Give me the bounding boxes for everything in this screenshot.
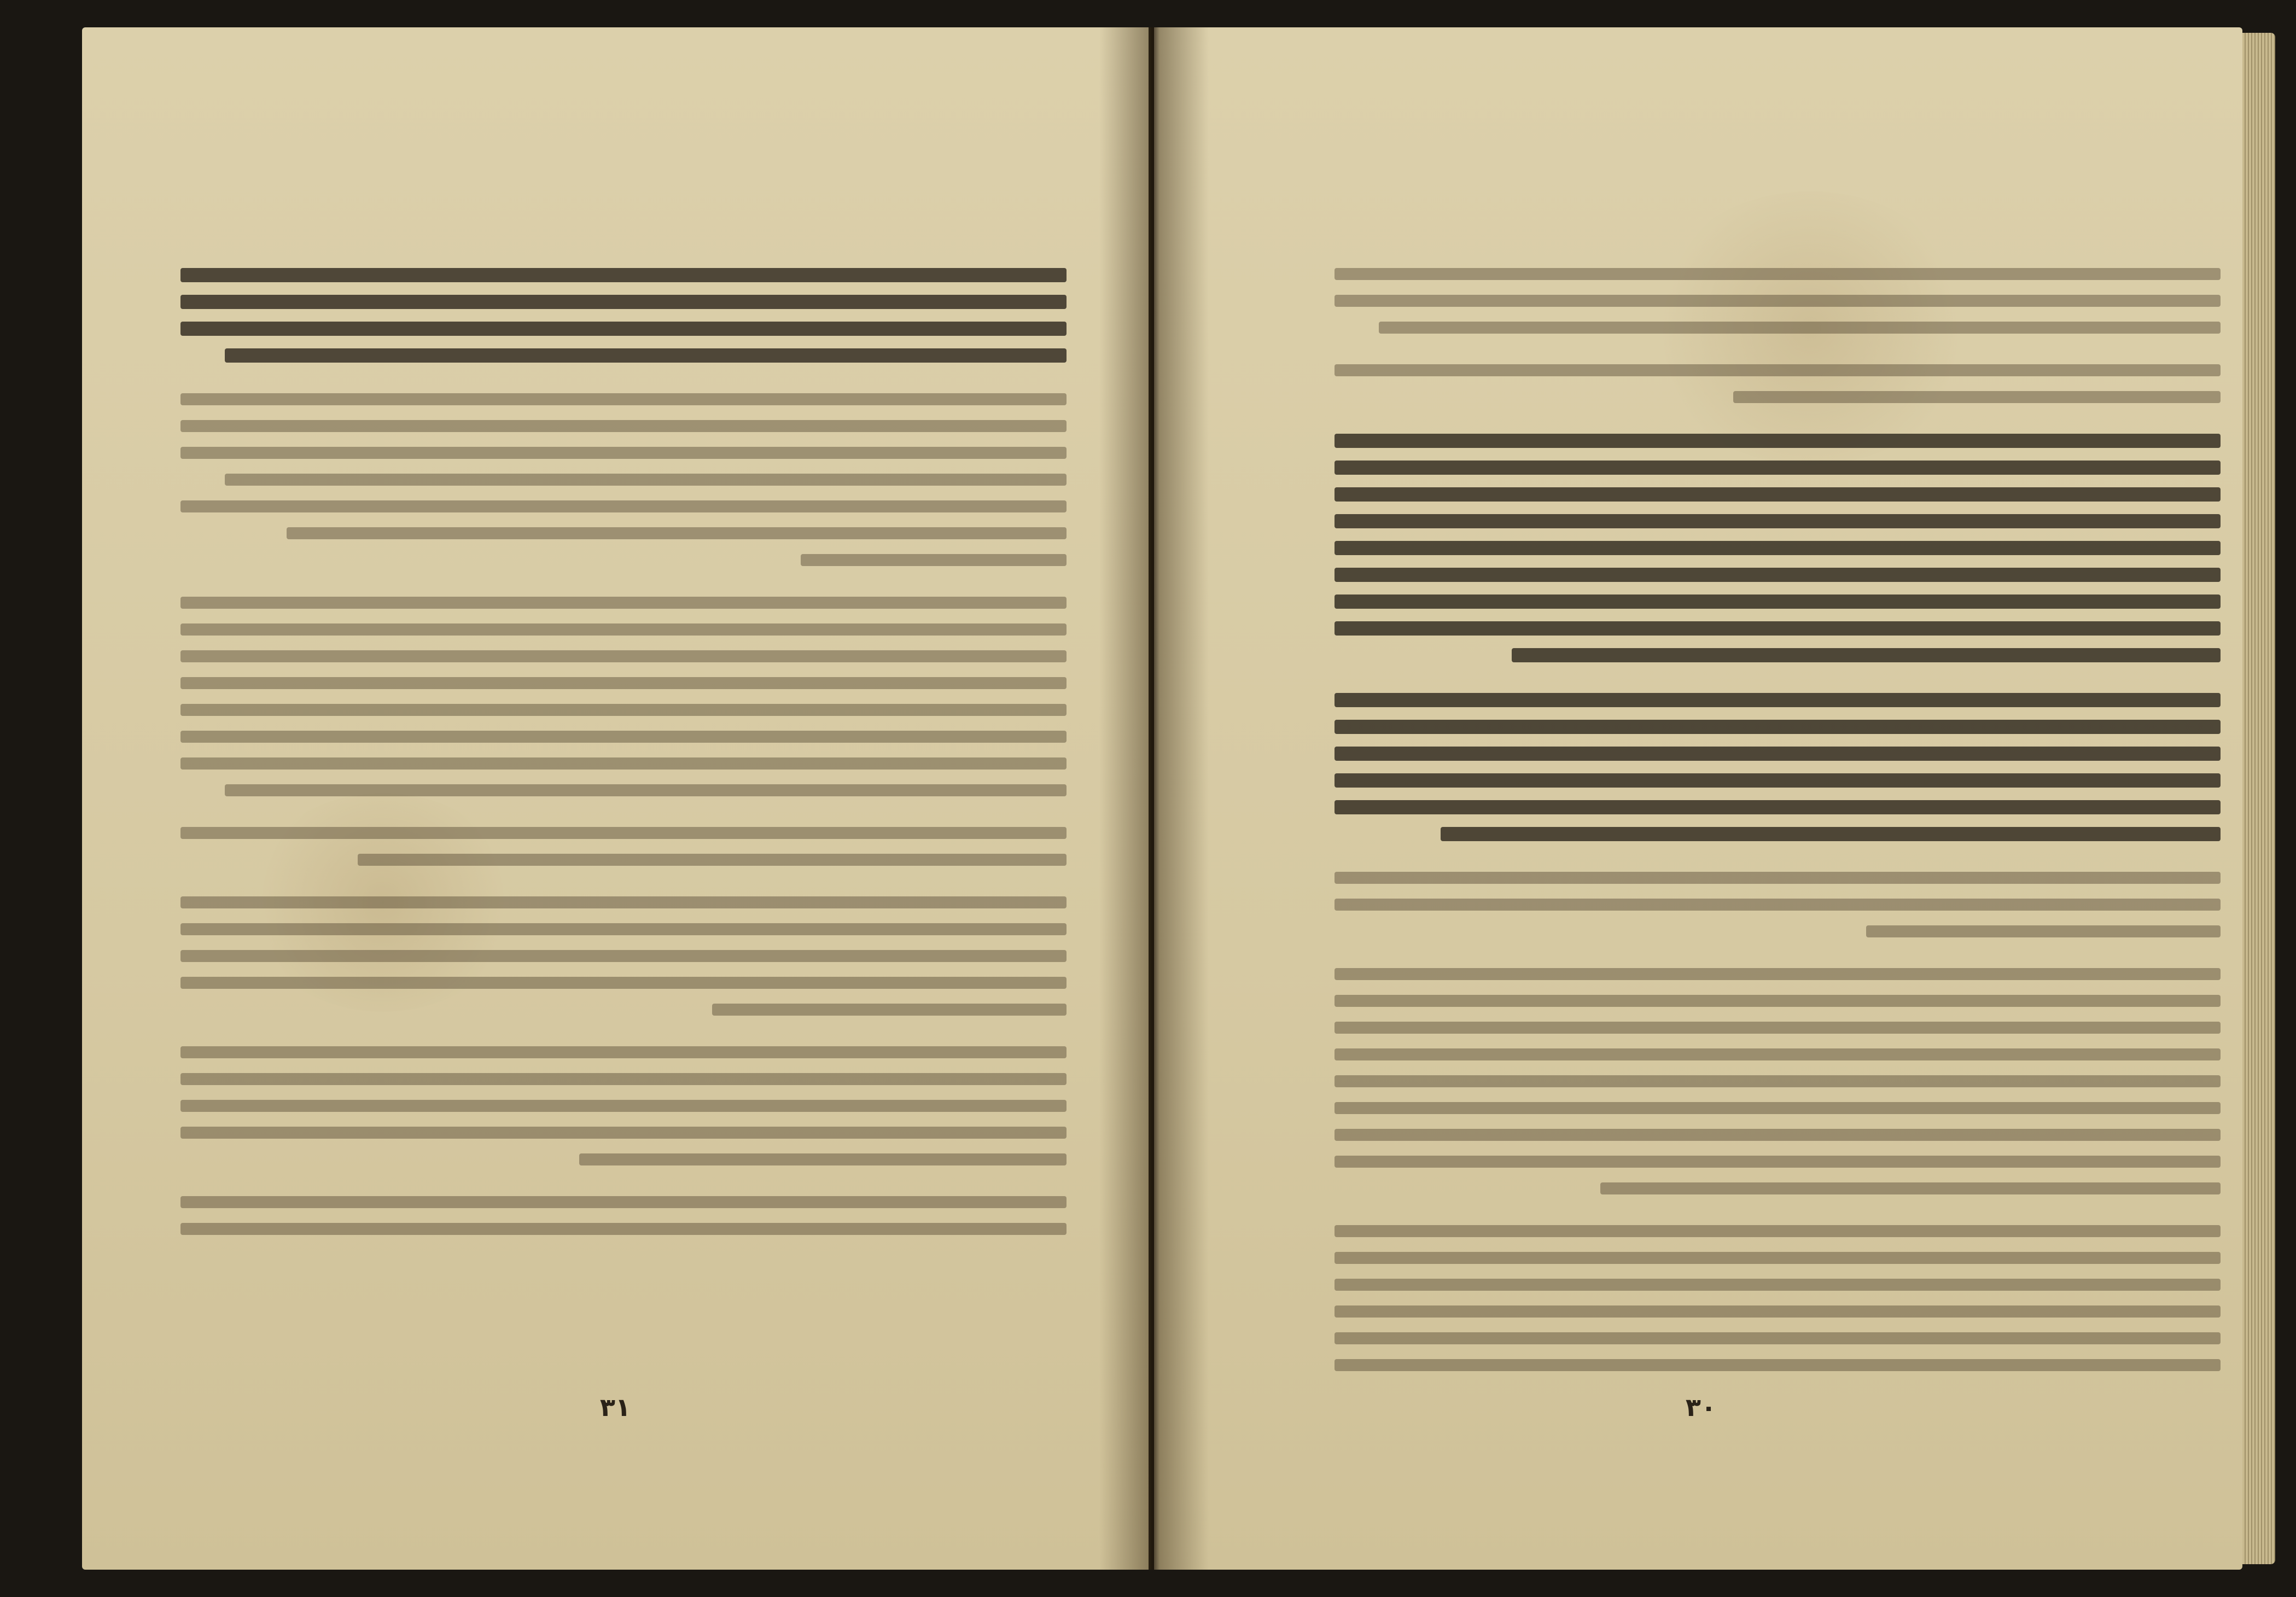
- paragraph: [180, 1196, 1067, 1235]
- paragraph: [1335, 1225, 2221, 1371]
- paragraph: [180, 1046, 1067, 1165]
- paragraph: [1335, 364, 2221, 403]
- page-number: ٣٠: [1685, 1392, 1717, 1422]
- right-page: [1154, 27, 2242, 1570]
- paragraph: [1335, 434, 2221, 662]
- page-edges: [2242, 33, 2275, 1564]
- paragraph: [180, 896, 1067, 1016]
- paragraph: [180, 393, 1067, 566]
- left-page: [82, 27, 1149, 1570]
- right-page-text: [1335, 268, 2221, 1395]
- paragraph: [1335, 872, 2221, 937]
- paragraph: [1335, 268, 2221, 334]
- paragraph: [1335, 968, 2221, 1194]
- paragraph: [180, 268, 1067, 363]
- paragraph: [180, 827, 1067, 866]
- paragraph: [180, 597, 1067, 796]
- paragraph: [1335, 693, 2221, 841]
- page-number: ٣١: [599, 1392, 631, 1422]
- left-page-text: [180, 268, 1067, 1395]
